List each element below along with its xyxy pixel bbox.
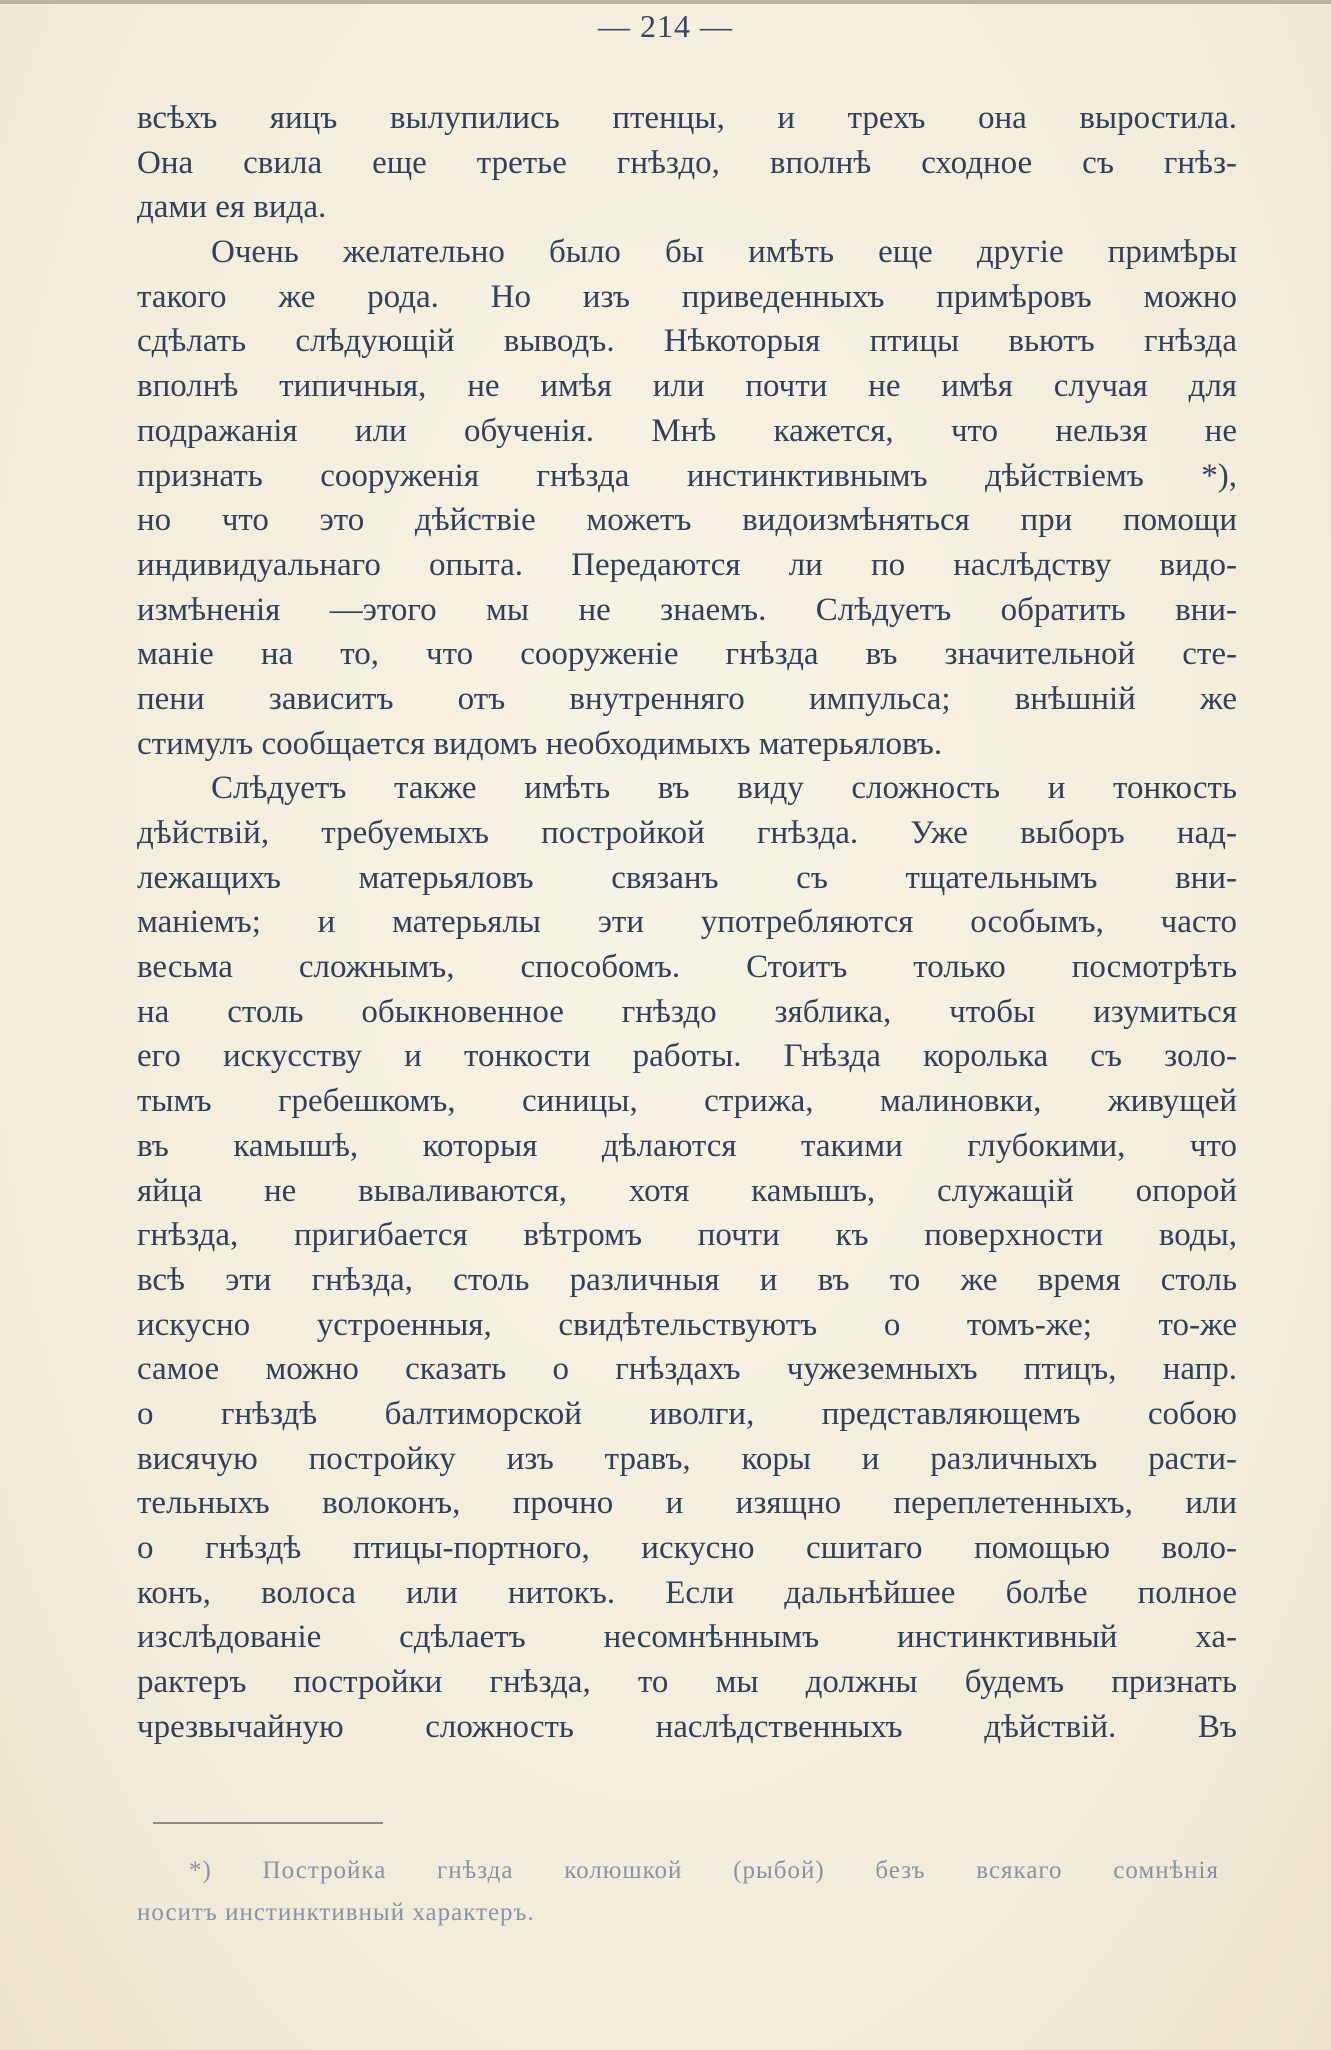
text-line: такого же рода. Но изъ приведенныхъ примѣровъ можно	[137, 278, 1237, 315]
text-line: лежащихъ матерьяловъ связанъ съ тщательнымъ вни-	[137, 859, 1237, 896]
body-text	[137, 96, 1237, 1749]
text-line: вполнѣ типичныя, не имѣя или почти не имѣя случая для	[137, 368, 1237, 405]
text-line: рактеръ постройки гнѣзда, то мы должны будемъ признать	[137, 1664, 1237, 1701]
text-line: маніе на то, что сооруженіе гнѣзда въ значительной сте-	[137, 636, 1237, 673]
text-line: о гнѣздѣ птицы-портного, искусно сшитаго помощью воло-	[137, 1530, 1237, 1566]
text-line: стимулъ сообщается видомъ необходимыхъ матерьяловъ.	[137, 725, 943, 762]
text-line: но что это дѣйствіе можетъ видоизмѣняться при помощи	[137, 502, 1237, 539]
text-line: измѣненія —этого мы не знаемъ. Слѣдуетъ обратить вни-	[137, 591, 1237, 628]
text-line: висячую постройку изъ травъ, коры и различныхъ расти-	[137, 1440, 1237, 1477]
text-line: всѣ эти гнѣзда, столь различныя и въ то же время столь	[137, 1261, 1237, 1298]
text-line: Она свила еще третье гнѣздо, вполнѣ сходное съ гнѣз-	[137, 144, 1237, 181]
text-line: на столь обыкновенное гнѣздо зяблика, чтобы изумиться	[137, 993, 1237, 1030]
text-line: дами ея вида.	[137, 189, 327, 226]
text-line: конъ, волоса или нитокъ. Если дальнѣйшее болѣе полное	[137, 1574, 1237, 1611]
text-line: индивидуальнаго опыта. Передаются ли по наслѣдству видо-	[137, 546, 1237, 583]
text-line: въ камышѣ, которыя дѣлаются такими глубокими, что	[137, 1127, 1237, 1164]
text-line: маніемъ; и матерьялы эти употребляются особымъ, часто	[137, 904, 1237, 941]
text-line: пени зависитъ отъ внутренняго импульса; внѣшній же	[137, 680, 1237, 717]
text-line: подражанія или обученія. Мнѣ кажется, что нельзя не	[137, 412, 1237, 449]
top-rule	[0, 0, 1331, 4]
text-line: тымъ гребешкомъ, синицы, стрижа, малиновки, живущей	[137, 1083, 1237, 1120]
text-line: чрезвычайную сложность наслѣдственныхъ дѣйствій. Въ	[137, 1708, 1237, 1745]
page-number: — 214 —	[598, 8, 733, 44]
text-line: дѣйствій, требуемыхъ постройкой гнѣзда. Уже выборъ над-	[137, 815, 1237, 851]
footnote	[137, 1850, 1237, 1934]
text-line: его искусству и тонкости работы. Гнѣзда королька съ золо-	[137, 1038, 1237, 1075]
text-line: самое можно сказать о гнѣздахъ чужеземныхъ птицъ, напр.	[137, 1351, 1237, 1388]
text-line: Очень желательно было бы имѣть еще другіе примѣры	[211, 234, 1237, 271]
text-line: Слѣдуетъ также имѣть въ виду сложность и тонкость	[211, 770, 1237, 807]
text-line: о гнѣздѣ балтиморской иволги, представляющемъ собою	[137, 1395, 1237, 1432]
text-line: всѣхъ яицъ вылупились птенцы, и трехъ она выростила.	[137, 100, 1237, 136]
footnote-line: носитъ инстинктивный характеръ.	[137, 1899, 535, 1926]
text-line: изслѣдованіе сдѣлаетъ несомнѣннымъ инстинктивный ха-	[137, 1619, 1237, 1656]
text-line: яйца не вываливаются, хотя камышъ, служащій опорой	[137, 1172, 1237, 1209]
footnote-line: *) Постройка гнѣзда колюшкой (рыбой) безъ всякаго сомнѣнія	[189, 1857, 1219, 1884]
text-line: признать сооруженія гнѣзда инстинктивнымъ дѣйствіемъ *),	[137, 457, 1237, 494]
text-line: тельныхъ волоконъ, прочно и изящно переплетенныхъ, или	[137, 1485, 1237, 1522]
text-line: сдѣлать слѣдующій выводъ. Нѣкоторыя птицы вьютъ гнѣзда	[137, 323, 1237, 360]
text-line: гнѣзда, пригибается вѣтромъ почти къ поверхности воды,	[137, 1217, 1237, 1254]
text-line: весьма сложнымъ, способомъ. Стоитъ только посмотрѣть	[137, 949, 1237, 986]
text-line: искусно устроенныя, свидѣтельствуютъ о томъ-же; то-же	[137, 1306, 1237, 1343]
footnote-rule	[153, 1822, 383, 1824]
